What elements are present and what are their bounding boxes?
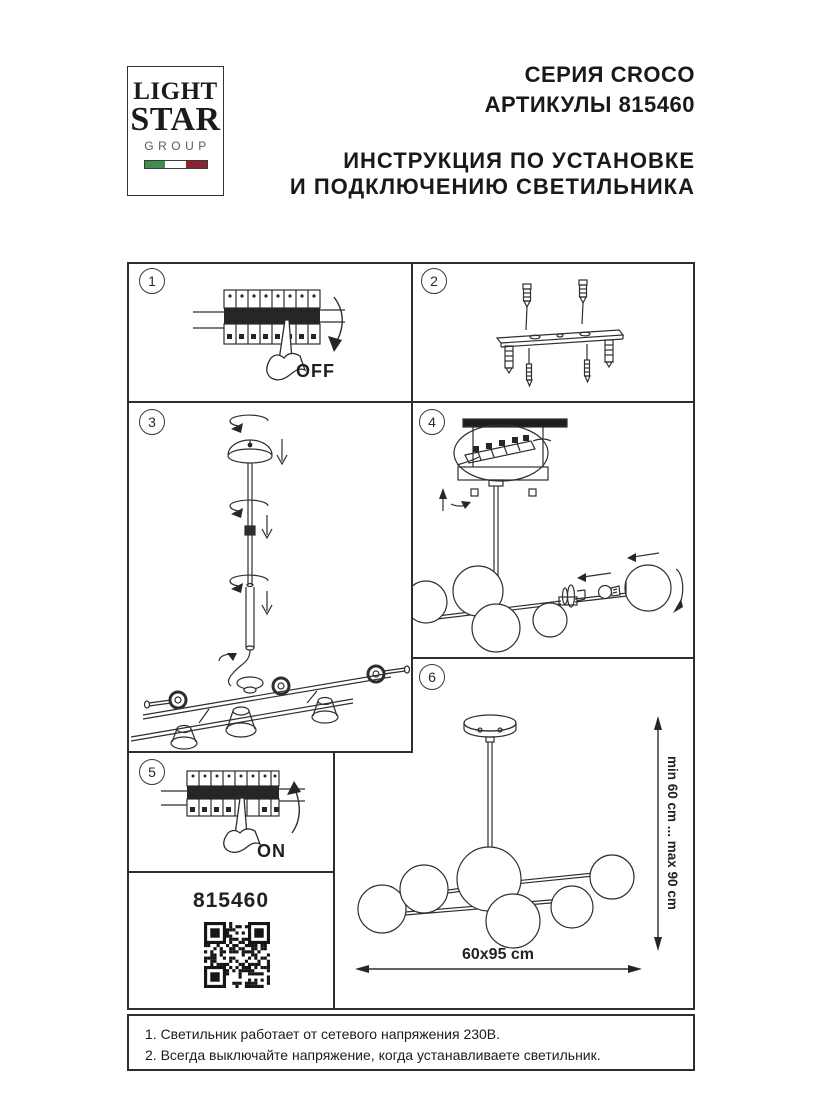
instruction-title: ИНСТРУКЦИЯ ПО УСТАНОВКЕ И ПОДКЛЮЧЕНИЮ СВЕТИЛЬНИКА bbox=[289, 148, 695, 199]
rotation-arrow-icon bbox=[451, 501, 471, 509]
step-panel-4 bbox=[411, 401, 695, 659]
lightstar-logo bbox=[127, 66, 224, 196]
article-qr-panel bbox=[127, 871, 335, 1010]
step-number-badge: 4 bbox=[419, 409, 445, 435]
screw-icon bbox=[527, 348, 533, 386]
article-title: АРТИКУЛЫ 815460 bbox=[484, 92, 695, 117]
dimension-arrow-vertical bbox=[654, 716, 662, 951]
qr-code bbox=[204, 922, 270, 988]
step-number-badge: 3 bbox=[139, 409, 165, 435]
logo-word-star: STAR bbox=[130, 100, 221, 138]
series-title: СЕРИЯ CROCO bbox=[524, 62, 695, 87]
socket-flange-icon bbox=[170, 666, 384, 708]
screw-icon bbox=[579, 280, 587, 324]
rotation-arrow-icon bbox=[673, 569, 683, 613]
step-panel-5 bbox=[127, 751, 335, 873]
circuit-breaker-off-illustration bbox=[129, 264, 411, 401]
article-number: 815460 bbox=[192, 889, 270, 912]
step-number-badge: 6 bbox=[419, 664, 445, 690]
glass-globe bbox=[625, 565, 671, 611]
rotation-arrow-icon bbox=[230, 500, 268, 518]
light-bulb-icon bbox=[599, 586, 621, 599]
header-text bbox=[290, 60, 695, 200]
breaker-switch-row bbox=[224, 308, 320, 324]
screw-icon bbox=[523, 284, 531, 330]
footnote-1: 1. Светильник работает от сетевого напряжения 230В. bbox=[145, 1026, 501, 1042]
dowel-icon bbox=[505, 346, 513, 373]
step-number-badge: 1 bbox=[139, 268, 165, 294]
logo-word-light: LIGHT bbox=[133, 78, 218, 105]
step-number-badge: 5 bbox=[139, 759, 165, 785]
hand-pointer-icon bbox=[224, 798, 260, 852]
step-number-badge: 2 bbox=[421, 268, 447, 294]
down-arrow-icon bbox=[277, 439, 287, 464]
on-label: ON bbox=[257, 841, 286, 861]
rod-assembly-illustration bbox=[129, 403, 411, 751]
screw-icon bbox=[585, 344, 591, 382]
glass-globe bbox=[358, 847, 634, 948]
logo-word-group: GROUP bbox=[144, 139, 211, 154]
down-arrow-icon bbox=[262, 515, 272, 538]
wiring-detail-circle bbox=[454, 425, 548, 481]
shade-icon bbox=[171, 698, 338, 750]
glass-globe bbox=[413, 566, 567, 652]
up-arrow-icon bbox=[439, 488, 447, 511]
curved-arrow-down-icon bbox=[328, 297, 342, 352]
width-dimension-label: 60x95 cm bbox=[461, 946, 535, 963]
down-arrow-icon bbox=[262, 591, 272, 614]
footnotes-box bbox=[127, 1014, 695, 1071]
footnote-2: 2. Всегда выключайте напряжение, когда устанавливаете светильник. bbox=[145, 1047, 601, 1063]
breaker-switch-row bbox=[187, 786, 279, 799]
rotation-arrow-icon bbox=[230, 415, 268, 433]
rotation-arrow-icon bbox=[219, 653, 237, 661]
socket-flange-icon bbox=[563, 585, 586, 607]
height-range-label: min 60 cm ... max 90 cm bbox=[665, 756, 680, 910]
mounting-bracket-illustration bbox=[413, 264, 693, 401]
step-panel-1 bbox=[127, 262, 413, 403]
italian-flag-icon bbox=[144, 160, 208, 169]
step-panel-3 bbox=[127, 401, 413, 753]
step-panel-2 bbox=[411, 262, 695, 403]
off-label: OFF bbox=[296, 361, 335, 381]
dowel-icon bbox=[605, 340, 613, 367]
dimension-arrow-horizontal bbox=[355, 965, 642, 973]
ceiling-mount-illustration bbox=[413, 403, 693, 657]
